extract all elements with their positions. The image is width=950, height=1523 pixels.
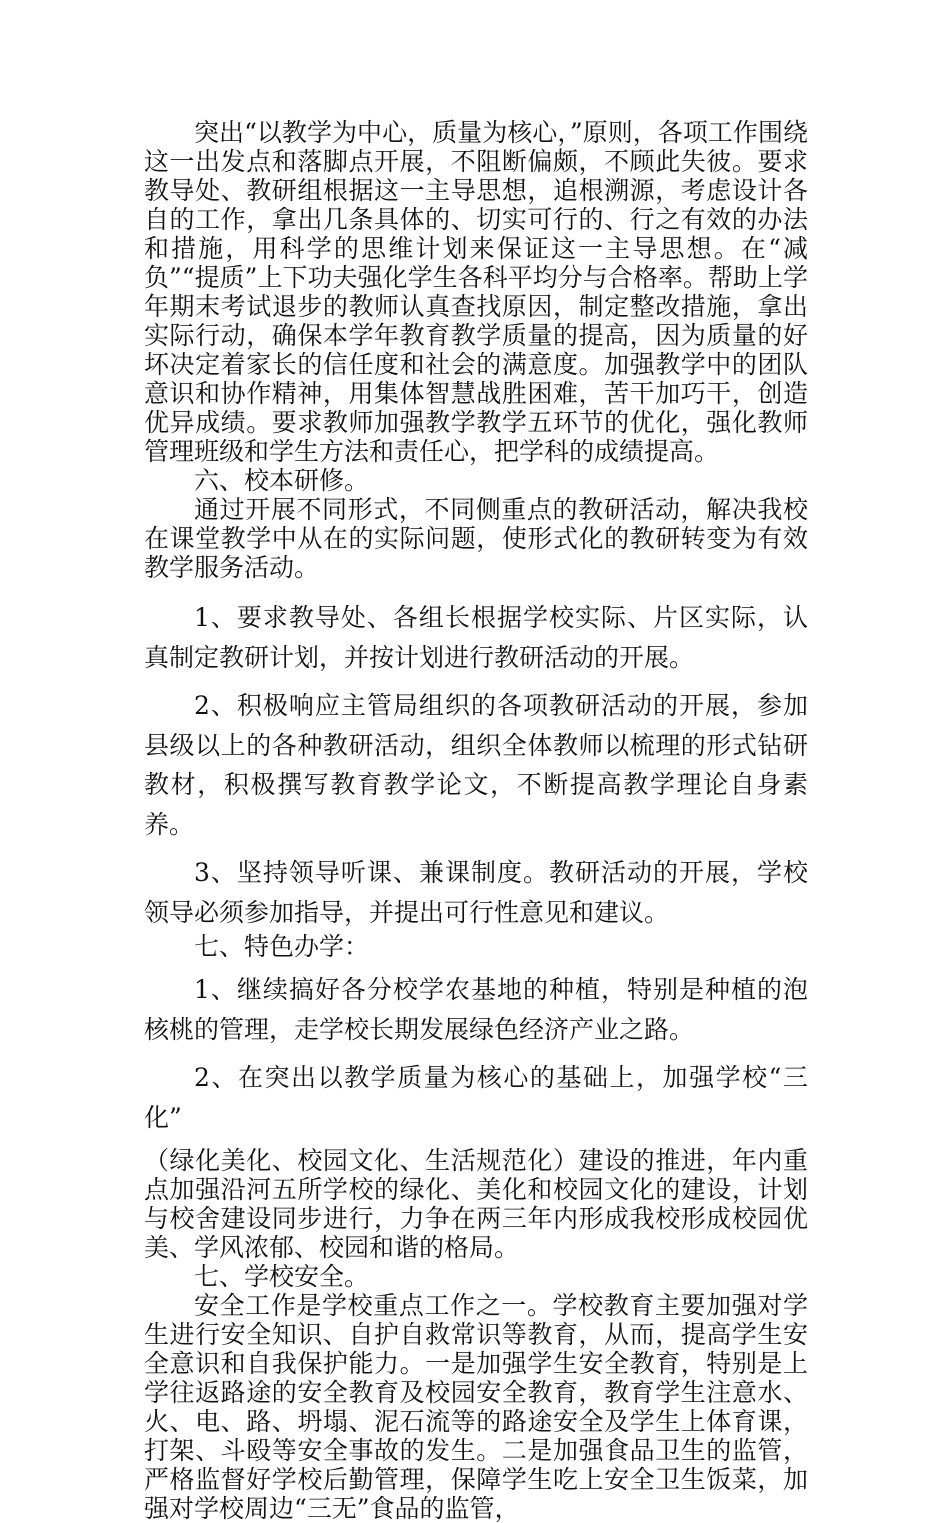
- paragraph-featured-item-2: 2、在突出以教学质量为核心的基础上，加强学校“三化”: [144, 1063, 808, 1132]
- document-page: [144, 118, 808, 1523]
- paragraph-teaching-quality: 突出“以教学为中心，质量为核心，”原则，各项工作围绕这一出发点和落脚点开展，不阻断偏颇，不顾此失彼。要求教导处、教研组根据这一主导思想，追根溯源，考虑设计各自的工作，拿出几条具体的、切实可行的、行之有效的办法和措施，用科学的思维计划来保证这一主导思想。在“减负”“提质”上下功夫强化学生各科平均分与合格率。帮助上学年期末考试退步的教师认真查找原因，制定整改措施，拿出实际行动，确保本学年教育教学质量的提高，因为质量的好坏决定着家长的信任度和社会的满意度。加强教学中的团队意识和协作精神，用集体智慧战胜困难，苦干加巧干，创造优异成绩。要求教师加强教学教学五环节的优化，强化教师管理班级和学生方法和责任心，把学科的成绩提高。: [144, 118, 808, 466]
- paragraph-research-intro: 通过开展不同形式，不同侧重点的教研活动，解决我校在课堂教学中从在的实际问题，使形式化的教研转变为有效教学服务活动。: [144, 495, 808, 582]
- paragraph-research-item-1: 1、要求教导处、各组长根据学校实际、片区实际，认真制定教研计划，并按计划进行教研活动的开展。: [144, 603, 808, 672]
- paragraph-safety: 安全工作是学校重点工作之一。学校教育主要加强对学生进行安全知识、自护自救常识等教育，从而，提高学生安全意识和自我保护能力。一是加强学生安全教育，特别是上学往返路途的安全教育及校园安全教育，教育学生注意水、火、电、路、坍塌、泥石流等的路途安全及学生上体育课，打架、斗殴等安全事故的发生。二是加强食品卫生的监管，严格监督好学校后勤管理，保障学生吃上安全卫生饭菜，加强对学校周边“三无”食品的监管，: [144, 1291, 808, 1523]
- heading-featured-schooling: 七、特色办学：: [194, 932, 370, 961]
- paragraph-research-item-2: 2、积极响应主管局组织的各项教研活动的开展，参加县级以上的各种教研活动，组织全体教师以梳理的形式钻研教材，积极撰写教育教学论文，不断提高教学理论自身素养。: [144, 691, 808, 839]
- paragraph-featured-item-1: 1、继续搞好各分校学农基地的种植，特别是种植的泡核桃的管理，走学校长期发展绿色经济产业之路。: [144, 975, 808, 1044]
- paragraph-research-item-3: 3、坚持领导听课、兼课制度。教研活动的开展，学校领导必须参加指导，并提出可行性意见和建议。: [144, 858, 808, 927]
- heading-school-research: 六、校本研修。: [194, 466, 370, 495]
- heading-school-safety: 七、学校安全。: [194, 1262, 370, 1291]
- paragraph-featured-item-2-cont: （绿化美化、校园文化、生活规范化）建设的推进，年内重点加强沿河五所学校的绿化、美化和校园文化的建设，计划与校舍建设同步进行，力争在两三年内形成我校形成校园优美、学风浓郁、校园和谐的格局。: [144, 1146, 808, 1262]
